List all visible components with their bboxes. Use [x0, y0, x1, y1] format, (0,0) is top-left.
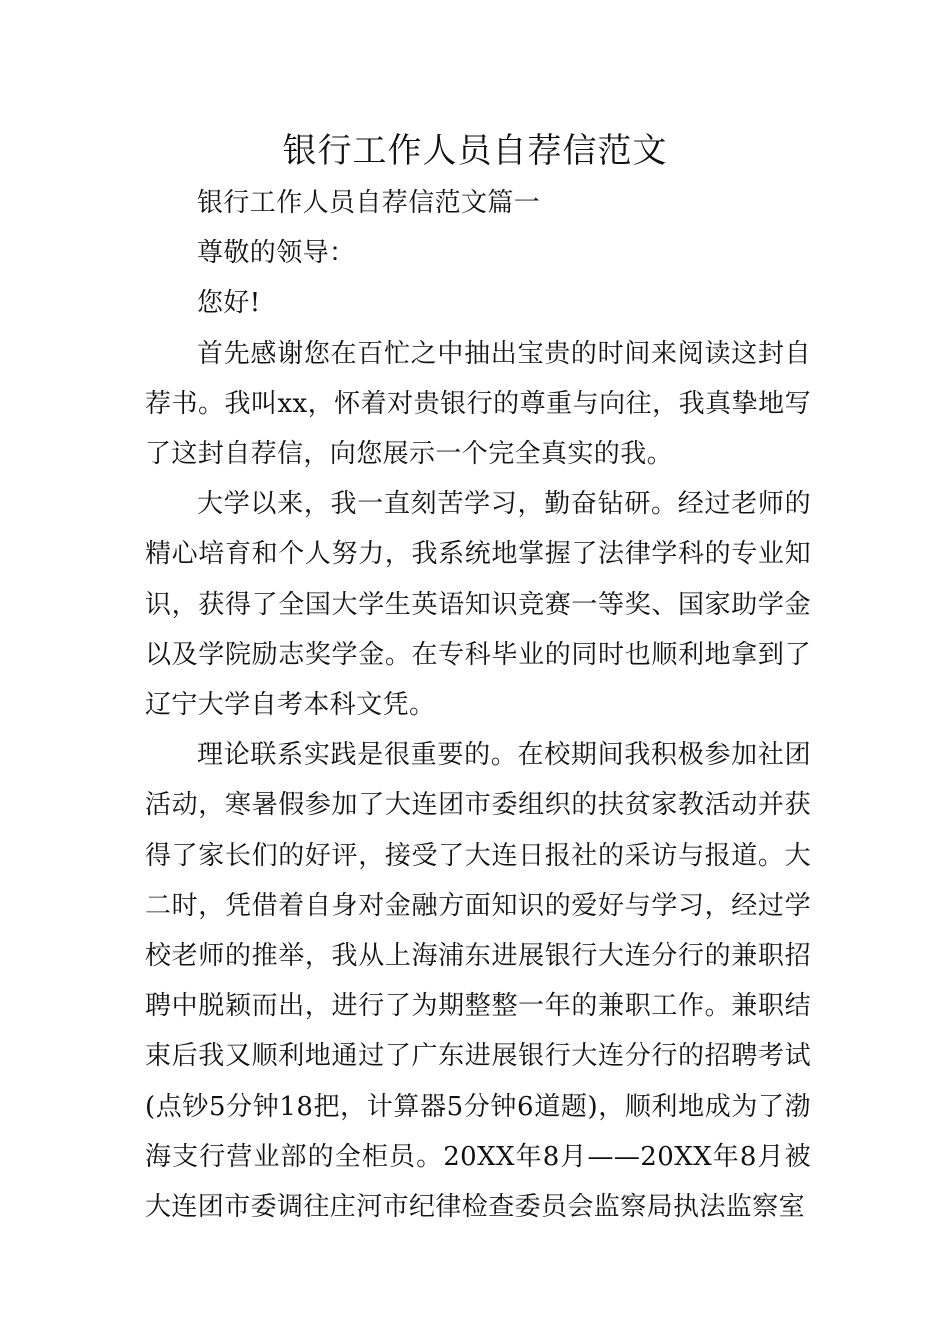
paragraph-greeting: 您好!	[197, 288, 261, 319]
document-title: 银行工作人员自荐信范文	[282, 131, 668, 171]
paragraph-education: 大学以来，我一直刻苦学习，勤奋钻研。经过老师的精心培育和个人努力，我系统地掌握了法律学科的专业知识，获得了全国大学生英语知识竞赛一等奖、国家助学金以及学院励志奖学金。在专科毕业的同时也顺利地拿到了辽宁大学自考本科文凭。	[145, 489, 811, 721]
paragraph-section-heading: 银行工作人员自荐信范文篇一	[197, 188, 541, 218]
document-body	[145, 178, 811, 1232]
paragraph-experience: 理论联系实践是很重要的。在校期间我积极参加社团活动，寒暑假参加了大连团市委组织的扶贫家教活动并获得了家长们的好评，接受了大连日报社的采访与报道。大二时，凭借着自身对金融方面知识的爱好与学习，经过学校老师的推举，我从上海浦东进展银行大连分行的兼职招聘中脱颖而出，进行了为期整整一年的兼职工作。兼职结束后我又顺利地通过了广东进展银行大连分行的招聘考试(点钞5分钟18把，计算器5分钟6道题)，顺利地成为了渤海支行营业部的全柜员。20XX年8月——20XX年8月被大连团市委调往庄河市纪律检查委员会监察局执法监察室	[145, 740, 811, 1223]
paragraph-introduction: 首先感谢您在百忙之中抽出宝贵的时间来阅读这封自荐书。我叫xx，怀着对贵银行的尊重与向往，我真挚地写了这封自荐信，向您展示一个完全真实的我。	[145, 338, 811, 470]
paragraph-salutation: 尊敬的领导：	[197, 238, 356, 269]
